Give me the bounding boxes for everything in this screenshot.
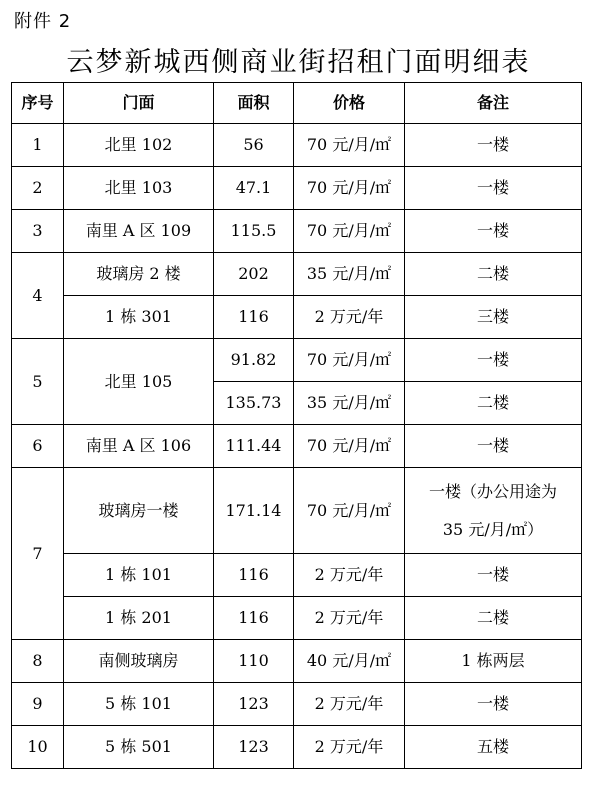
table-row (12, 124, 582, 167)
cell-area: 110 (214, 640, 294, 683)
cell-unit: 玻璃房一楼 (64, 468, 214, 554)
cell-remark (405, 468, 582, 554)
cell-remark: 一楼 (405, 683, 582, 726)
cell-remark: 二楼 (405, 597, 582, 640)
cell-no: 8 (12, 640, 64, 683)
cell-no: 2 (12, 167, 64, 210)
header-remark: 备注 (405, 83, 582, 124)
cell-no: 7 (12, 468, 64, 640)
cell-remark: 一楼 (405, 339, 582, 382)
cell-unit: 南侧玻璃房 (64, 640, 214, 683)
cell-area: 91.82 (214, 339, 294, 382)
cell-no: 3 (12, 210, 64, 253)
cell-unit: 北里 105 (64, 339, 214, 425)
cell-remark: 一楼 (405, 210, 582, 253)
cell-area: 115.5 (214, 210, 294, 253)
cell-remark: 1 栋两层 (405, 640, 582, 683)
cell-unit: 1 栋 201 (64, 597, 214, 640)
cell-unit: 5 栋 501 (64, 726, 214, 769)
cell-price: 2 万元/年 (294, 597, 405, 640)
header-unit: 门面 (64, 83, 214, 124)
cell-price: 35 元/月/㎡ (294, 253, 405, 296)
cell-price: 70 元/月/㎡ (294, 468, 405, 554)
cell-price: 70 元/月/㎡ (294, 339, 405, 382)
rental-units-table (11, 82, 582, 769)
cell-area: 56 (214, 124, 294, 167)
cell-area: 123 (214, 683, 294, 726)
remark-line-1: 一楼（办公用途为 (428, 481, 557, 501)
cell-price: 2 万元/年 (294, 554, 405, 597)
cell-price: 70 元/月/㎡ (294, 210, 405, 253)
table-row (12, 253, 582, 296)
document-title: 云梦新城西侧商业街招租门面明细表 (66, 47, 531, 78)
cell-no: 4 (12, 253, 64, 339)
table-row (12, 425, 582, 468)
cell-unit: 玻璃房 2 楼 (64, 253, 214, 296)
table-row (12, 296, 582, 339)
table-row (12, 640, 582, 683)
cell-unit: 南里 A 区 106 (64, 425, 214, 468)
cell-price: 70 元/月/㎡ (294, 124, 405, 167)
cell-remark: 一楼 (405, 554, 582, 597)
cell-remark: 五楼 (405, 726, 582, 769)
table-row (12, 683, 582, 726)
cell-unit: 北里 102 (64, 124, 214, 167)
remark-line-2: 35 元/月/㎡） (442, 519, 544, 539)
cell-price: 2 万元/年 (294, 726, 405, 769)
cell-unit: 5 栋 101 (64, 683, 214, 726)
cell-price: 70 元/月/㎡ (294, 167, 405, 210)
cell-price: 2 万元/年 (294, 683, 405, 726)
cell-price: 35 元/月/㎡ (294, 382, 405, 425)
cell-area: 116 (214, 296, 294, 339)
cell-remark: 二楼 (405, 253, 582, 296)
cell-area: 116 (214, 597, 294, 640)
table-row (12, 468, 582, 554)
cell-area: 111.44 (214, 425, 294, 468)
cell-remark: 二楼 (405, 382, 582, 425)
cell-area: 202 (214, 253, 294, 296)
cell-remark: 一楼 (405, 124, 582, 167)
cell-unit: 南里 A 区 109 (64, 210, 214, 253)
cell-area: 171.14 (214, 468, 294, 554)
cell-price: 2 万元/年 (294, 296, 405, 339)
cell-price: 70 元/月/㎡ (294, 425, 405, 468)
cell-no: 5 (12, 339, 64, 425)
table-row (12, 554, 582, 597)
cell-no: 10 (12, 726, 64, 769)
cell-remark: 三楼 (405, 296, 582, 339)
header-price: 价格 (294, 83, 405, 124)
table-row (12, 726, 582, 769)
table-row (12, 339, 582, 382)
table-row (12, 167, 582, 210)
cell-no: 6 (12, 425, 64, 468)
cell-no: 1 (12, 124, 64, 167)
cell-unit: 1 栋 301 (64, 296, 214, 339)
cell-remark: 一楼 (405, 425, 582, 468)
attachment-label: 附件 2 (14, 11, 72, 32)
cell-no: 9 (12, 683, 64, 726)
cell-price: 40 元/月/㎡ (294, 640, 405, 683)
header-no: 序号 (12, 83, 64, 124)
cell-area: 116 (214, 554, 294, 597)
cell-unit: 1 栋 101 (64, 554, 214, 597)
table-row (12, 210, 582, 253)
header-area: 面积 (214, 83, 294, 124)
cell-remark: 一楼 (405, 167, 582, 210)
cell-area: 135.73 (214, 382, 294, 425)
table-row (12, 597, 582, 640)
cell-unit: 北里 103 (64, 167, 214, 210)
table-header-row (12, 83, 582, 124)
cell-area: 47.1 (214, 167, 294, 210)
cell-area: 123 (214, 726, 294, 769)
